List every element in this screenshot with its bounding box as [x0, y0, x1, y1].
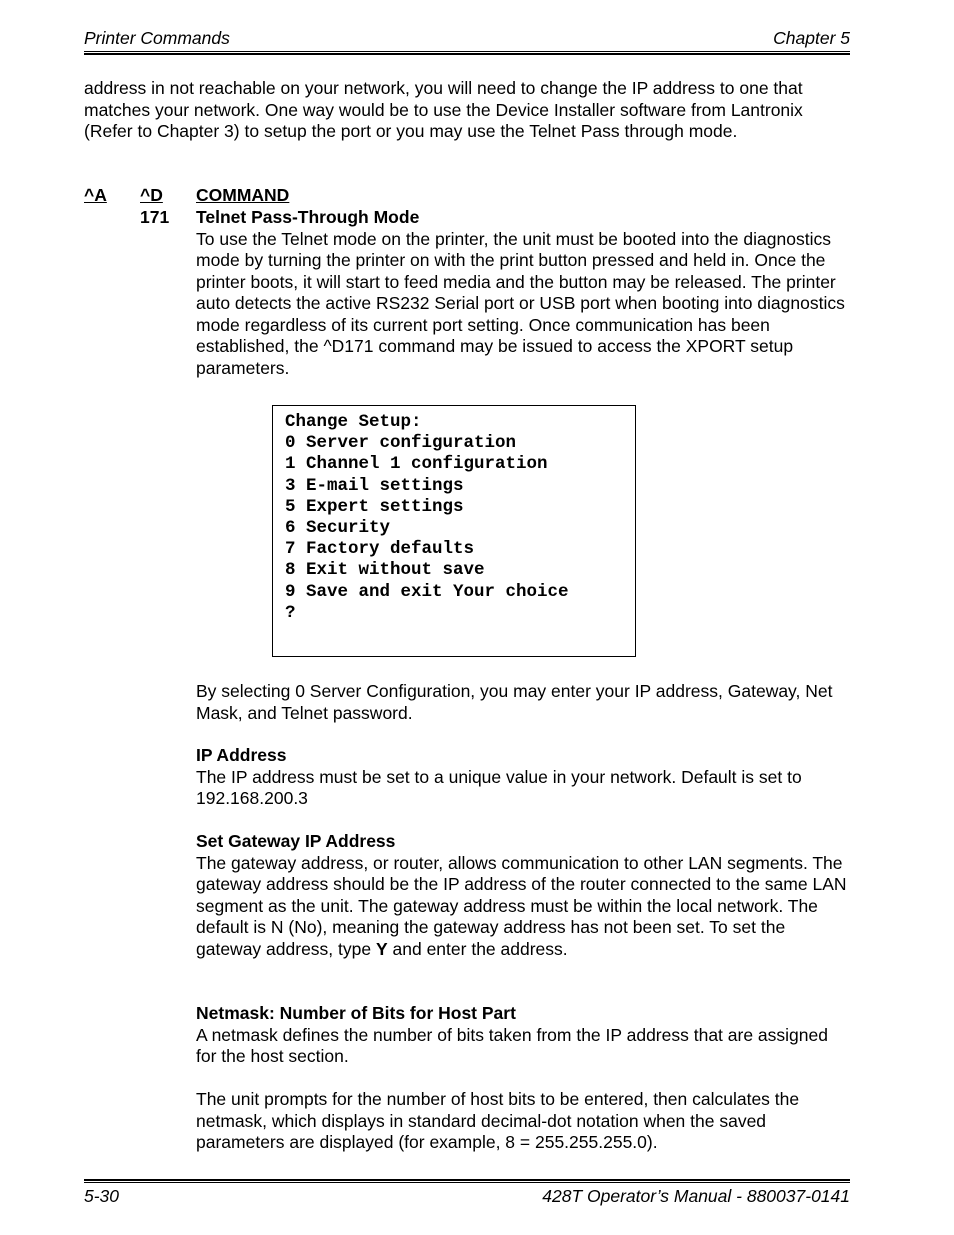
selecting-section: [196, 681, 848, 724]
setup-menu-box: [272, 405, 636, 657]
command-section: [196, 207, 848, 379]
column-d-heading: ^D: [140, 185, 163, 205]
page-number: 5-30: [84, 1186, 120, 1206]
column-a-heading: ^A: [84, 185, 107, 205]
footer-rule-thick: [84, 1179, 850, 1181]
menu-line: Change Setup:: [285, 412, 422, 432]
gateway-text: [196, 853, 848, 961]
menu-line: 7 Factory defaults: [285, 539, 475, 560]
menu-line: 3 E-mail settings: [285, 475, 464, 496]
command-number: 171: [140, 207, 170, 227]
menu-line: 5 Expert settings: [285, 496, 464, 517]
header-rule-thin: [84, 51, 850, 52]
column-command-heading: COMMAND: [196, 185, 290, 205]
gateway-text-part: The gateway address, or router, allows communication to other LAN segments. The gateway address should be the IP address of the router connected to the same LAN segment as the unit. The gateway address must be within the local network. The default is N (No), meaning the gateway address has not been set. To set the gateway address, type: [196, 852, 847, 959]
page-footer: [84, 1186, 850, 1210]
menu-line: ?: [285, 602, 296, 623]
gateway-key: Y: [375, 938, 388, 959]
menu-line: 0 Server configuration: [285, 433, 517, 454]
header-section-title: Printer Commands: [84, 28, 230, 48]
ip-title: IP Address: [196, 745, 287, 765]
ip-section: [196, 745, 848, 810]
command-title: Telnet Pass-Through Mode: [196, 207, 420, 227]
command-description: To use the Telnet mode on the printer, the unit must be booted into the diagnostics mode by turning the printer on with the print button pressed and held in. Once the printer boots, it will start to feed media and the button may be released. The printer auto detects the active RS232 Serial port or USB port when booting into diagnostics mode regardless of its current port setting. Once communication has been established, the ^D171 command may be issued to access the XPORT setup parameters.: [196, 228, 845, 378]
netmask-text-1: A netmask defines the number of bits taken from the IP address that are assigned for the host section.: [196, 1024, 828, 1066]
gateway-section: [196, 831, 848, 960]
netmask-title: Netmask: Number of Bits for Host Part: [196, 1003, 516, 1023]
gateway-title: Set Gateway IP Address: [196, 831, 396, 851]
ip-text: The IP address must be set to a unique value in your network. Default is set to 192.168.200.3: [196, 766, 802, 808]
header-chapter: Chapter 5: [773, 28, 850, 48]
menu-line: 1 Channel 1 configuration: [285, 454, 548, 475]
netmask-text-2: The unit prompts for the number of host bits to be entered, then calculates the netmask, which displays in standard decimal-dot notation when the saved parameters are displayed (for example, 8 = 255.255.255.0).: [196, 1089, 800, 1152]
menu-line: 8 Exit without save: [285, 560, 485, 581]
gateway-text-part: and enter the address.: [387, 938, 568, 959]
header-rule-thick: [84, 53, 850, 55]
selecting-paragraph: By selecting 0 Server Configuration, you may enter your IP address, Gateway, Net Mask, and Telnet password.: [196, 681, 833, 723]
netmask-section: [196, 1003, 848, 1154]
menu-line: 6 Security: [285, 518, 391, 539]
footer-rule-thin: [84, 1182, 850, 1183]
intro-paragraph: address in not reachable on your network, you will need to change the IP address to one that matches your network. One way would be to use the Device Installer software from Lantronix (Refer to Chapter 3) to setup the port or you may use the Telnet Pass through mode.: [84, 78, 803, 141]
manual-title: 428T Operator’s Manual - 880037-0141: [542, 1186, 850, 1206]
menu-line: 9 Save and exit Your choice: [285, 581, 569, 602]
